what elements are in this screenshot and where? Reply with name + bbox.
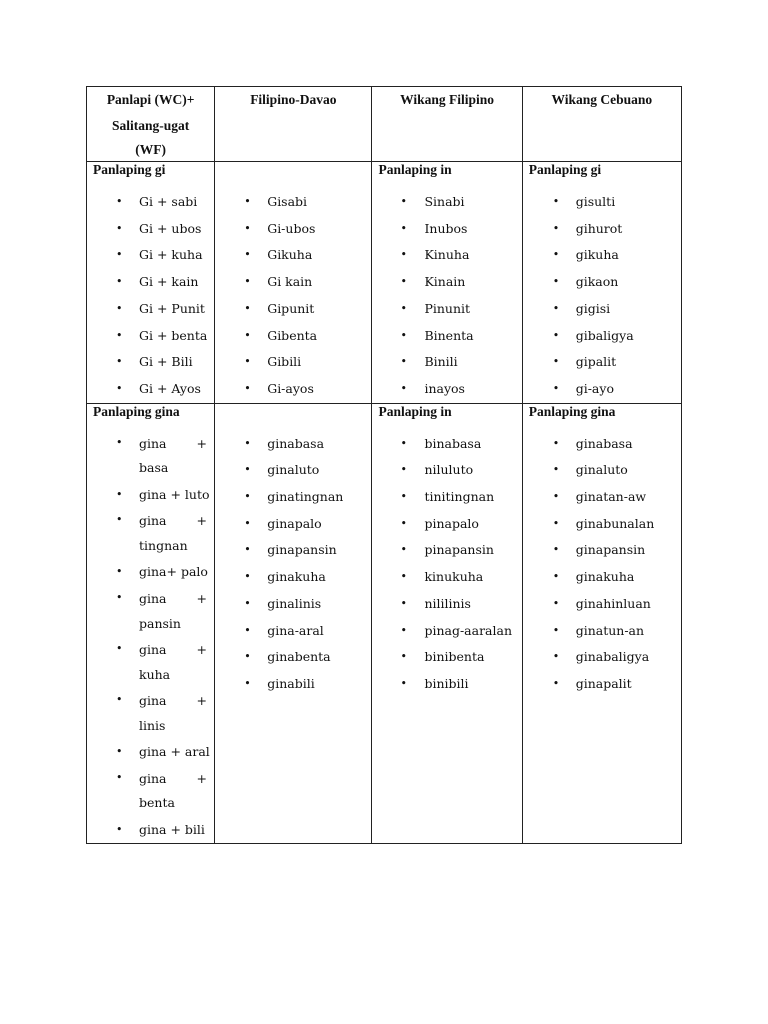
gina-cell-col2: [215, 403, 372, 844]
bullet-icon: •: [244, 221, 251, 235]
list-item-plus: +: [196, 642, 207, 658]
list-item-root: tingnan: [139, 537, 188, 553]
list-item: [372, 484, 521, 511]
gina-list-col3: [372, 431, 521, 698]
bullet-icon: •: [400, 248, 407, 262]
list-item: [87, 817, 214, 844]
list-item-text: ginaluto: [267, 462, 320, 478]
bullet-icon: •: [116, 275, 123, 289]
list-item: [523, 431, 681, 458]
list-item-text: ginakuha: [575, 569, 635, 585]
list-item: [372, 537, 521, 564]
header-cell-wikang-cebuano: Wikang Cebuano: [522, 87, 681, 162]
bullet-icon: •: [552, 275, 560, 289]
list-item-text: niluluto: [424, 462, 474, 478]
list-item-text: nililinis: [424, 595, 471, 611]
gina-cell-col3: [372, 403, 522, 844]
list-item-root: pansin: [139, 615, 181, 631]
list-item: [372, 296, 521, 323]
list-item: [215, 431, 371, 458]
list-item-text: gi-ayo: [575, 380, 614, 396]
list-item: [87, 323, 214, 350]
gina-list-col1: [87, 431, 214, 844]
list-item-root: kuha: [139, 666, 171, 682]
list-item-text: gipalit: [575, 354, 617, 370]
bullet-icon: •: [400, 490, 407, 504]
bullet-icon: •: [552, 301, 560, 315]
bullet-icon: •: [400, 623, 407, 637]
header-line-3: (WF): [135, 142, 166, 157]
gina-list-col4: [523, 431, 681, 698]
bullet-icon: •: [400, 570, 407, 584]
list-item-prefix: gina: [139, 591, 167, 607]
section-label: Panlaping gi: [528, 162, 602, 177]
list-item: [372, 376, 521, 403]
list-item-text: binibenta: [424, 649, 485, 665]
list-item-text: ginabasa: [267, 435, 325, 451]
list-item-text: ginabaligya: [575, 649, 650, 665]
list-item: [87, 739, 214, 766]
list-item: [87, 242, 214, 269]
list-item-text: ginatingnan: [267, 489, 344, 505]
list-item: [215, 457, 371, 484]
list-item-text: Kinain: [424, 274, 466, 290]
bullet-icon: •: [400, 301, 407, 315]
bullet-icon: •: [116, 221, 123, 235]
list-item-text: Gi kain: [267, 274, 313, 290]
list-item: [215, 216, 371, 243]
list-item-text: Gi + benta: [139, 327, 208, 343]
list-item: [372, 644, 521, 671]
list-item: [215, 591, 371, 618]
list-item: [87, 189, 214, 216]
list-item-prefix: gina: [139, 770, 167, 786]
list-item: [215, 644, 371, 671]
bullet-icon: •: [116, 770, 123, 784]
list-item: [523, 511, 681, 538]
list-item: [215, 242, 371, 269]
bullet-icon: •: [116, 693, 123, 707]
list-item-text: Gi-ayos: [267, 380, 314, 396]
list-item: [523, 591, 681, 618]
list-item-text: kinukuha: [424, 569, 484, 585]
list-item-text: gibaligya: [575, 327, 634, 343]
list-item-text: Gi + kain: [139, 274, 199, 290]
bullet-icon: •: [552, 328, 560, 342]
gina-cell-col1: [87, 403, 215, 844]
list-item: [372, 242, 521, 269]
list-item-root: linis: [139, 717, 166, 733]
list-item: [372, 511, 521, 538]
list-item-text: binibili: [424, 675, 469, 691]
list-item: [523, 242, 681, 269]
list-item: [87, 508, 214, 559]
bullet-icon: •: [552, 623, 560, 637]
list-item-text: ginalinis: [267, 595, 322, 611]
list-item: [215, 537, 371, 564]
bullet-icon: •: [400, 596, 407, 610]
list-item: [523, 376, 681, 403]
list-item-prefix: gina: [139, 513, 167, 529]
list-item-text: ginapalit: [575, 675, 632, 691]
header-line-2: Salitang-ugat: [111, 118, 190, 133]
bullet-icon: •: [244, 543, 251, 557]
list-item: [523, 323, 681, 350]
list-item-text: pinag-aaralan: [424, 622, 513, 638]
list-item: [87, 766, 214, 817]
list-item-text: Gi + Punit: [139, 300, 205, 316]
list-item-text: gina + bili: [139, 821, 205, 837]
bullet-icon: •: [400, 381, 407, 395]
bullet-icon: •: [400, 221, 407, 235]
bullet-icon: •: [116, 822, 123, 836]
list-item-text: gina-aral: [267, 622, 324, 638]
gi-cell-col2: [215, 162, 372, 404]
section-label: Panlaping in: [378, 162, 452, 177]
bullet-icon: •: [552, 463, 560, 477]
gi-list-col4: [523, 189, 681, 403]
bullet-icon: •: [400, 676, 407, 690]
list-item-text: Kinuha: [424, 247, 470, 263]
list-item: [87, 482, 214, 509]
list-item-text: Gi-ubos: [267, 220, 316, 236]
bullet-icon: •: [244, 195, 251, 208]
bullet-icon: •: [244, 328, 251, 342]
bullet-icon: •: [244, 463, 251, 477]
bullet-icon: •: [116, 513, 123, 527]
bullet-icon: •: [244, 490, 251, 504]
bullet-icon: •: [116, 195, 123, 208]
bullet-icon: •: [244, 355, 251, 369]
list-item: [215, 349, 371, 376]
list-item-text: Gibili: [267, 354, 302, 370]
bullet-icon: •: [244, 248, 251, 262]
list-item: [372, 269, 521, 296]
list-item-text: ginabenta: [267, 649, 331, 665]
list-item: [87, 559, 214, 586]
list-item-text: Inubos: [424, 220, 468, 236]
bullet-icon: •: [400, 543, 407, 557]
list-item-text: gina + luto: [139, 486, 210, 502]
list-item: [215, 484, 371, 511]
list-item: [87, 269, 214, 296]
bullet-icon: •: [244, 596, 251, 610]
list-item-text: ginabili: [267, 675, 315, 691]
list-item-text: ginaluto: [575, 462, 628, 478]
bullet-icon: •: [400, 650, 407, 664]
list-item-text: tinitingnan: [424, 489, 495, 505]
header-cell-filipino-davao: Filipino-Davao: [215, 87, 372, 162]
list-item-text: gigisi: [575, 300, 611, 316]
bullet-icon: •: [244, 516, 251, 530]
bullet-icon: •: [552, 381, 560, 395]
bullet-icon: •: [116, 355, 123, 369]
gina-cell-col4: [522, 403, 681, 844]
list-item-text: ginabasa: [575, 435, 633, 451]
list-item: [372, 349, 521, 376]
bullet-icon: •: [116, 745, 123, 759]
list-item: [523, 618, 681, 645]
list-item: [215, 323, 371, 350]
bullet-icon: •: [552, 676, 560, 690]
gi-list-col1: [87, 189, 214, 403]
bullet-icon: •: [116, 642, 123, 656]
list-item-text: Gibenta: [267, 327, 318, 343]
list-item: [523, 296, 681, 323]
list-item-prefix: gina: [139, 693, 167, 709]
bullet-icon: •: [244, 650, 251, 664]
list-item-text: Gisabi: [267, 194, 308, 209]
list-item-text: ginapansin: [575, 542, 646, 558]
bullet-icon: •: [400, 355, 407, 369]
bullet-icon: •: [244, 623, 251, 637]
list-item: [523, 484, 681, 511]
list-item: [523, 457, 681, 484]
list-item-text: gikuha: [575, 247, 619, 263]
list-item-root: benta: [139, 795, 175, 811]
bullet-icon: •: [244, 381, 251, 395]
list-item-text: Binenta: [424, 327, 474, 343]
comparison-table: [86, 86, 682, 844]
list-item: [215, 671, 371, 698]
list-item: [215, 511, 371, 538]
list-item: [215, 376, 371, 403]
bullet-icon: •: [552, 650, 560, 664]
list-item-text: ginahinluan: [575, 595, 651, 611]
gi-list-col2: [215, 189, 371, 403]
list-item-text: gina+ palo: [139, 564, 208, 580]
table-header-row: [87, 87, 682, 162]
bullet-icon: •: [400, 195, 407, 208]
section-label: Panlaping gi: [93, 162, 166, 177]
list-item-text: Pinunit: [424, 300, 471, 316]
list-item-plus: +: [196, 513, 207, 529]
bullet-icon: •: [552, 570, 560, 584]
list-item: [215, 618, 371, 645]
bullet-icon: •: [116, 565, 123, 579]
bullet-icon: •: [552, 248, 560, 262]
bullet-icon: •: [116, 248, 123, 262]
list-item: [523, 349, 681, 376]
table-row-gina: [87, 403, 682, 844]
list-item: [215, 269, 371, 296]
list-item: [372, 618, 521, 645]
list-item: [87, 688, 214, 739]
bullet-icon: •: [244, 301, 251, 315]
list-item-root: basa: [139, 460, 169, 476]
list-item: [523, 537, 681, 564]
list-item: [87, 376, 214, 403]
list-item-text: Sinabi: [424, 194, 465, 209]
list-item-text: inayos: [424, 380, 465, 396]
list-item: [87, 637, 214, 688]
list-item-text: gikaon: [575, 274, 619, 290]
gi-cell-col3: [372, 162, 522, 404]
bullet-icon: •: [244, 436, 251, 450]
list-item: [523, 564, 681, 591]
bullet-icon: •: [244, 570, 251, 584]
gi-list-col3: [372, 189, 521, 403]
list-item-text: ginakuha: [267, 569, 326, 585]
list-item-text: pinapalo: [424, 515, 479, 531]
bullet-icon: •: [244, 275, 251, 289]
list-item: [215, 564, 371, 591]
gina-list-col2: [215, 431, 371, 698]
list-item-text: Gi + Bili: [139, 354, 193, 370]
gi-cell-col1: [87, 162, 215, 404]
list-item: [523, 216, 681, 243]
list-item-plus: +: [196, 435, 207, 451]
list-item-text: gihurot: [575, 220, 623, 236]
list-item-text: gina + aral: [139, 744, 210, 760]
list-item: [523, 644, 681, 671]
gi-cell-col4: [522, 162, 681, 404]
list-item: [215, 296, 371, 323]
header-line-1: Panlapi (WC)+: [106, 92, 195, 107]
list-item-text: gisulti: [575, 194, 616, 209]
list-item-text: Binili: [424, 354, 458, 370]
header-cell-wikang-filipino: Wikang Filipino: [372, 87, 522, 162]
bullet-icon: •: [116, 435, 123, 449]
list-item-text: ginatan-aw: [575, 489, 647, 505]
section-label: Panlaping in: [378, 403, 452, 419]
list-item-text: Gikuha: [267, 247, 313, 263]
list-item-plus: +: [196, 770, 207, 786]
bullet-icon: •: [400, 516, 407, 530]
list-item: [372, 564, 521, 591]
bullet-icon: •: [552, 516, 560, 530]
bullet-icon: •: [116, 487, 123, 501]
bullet-icon: •: [552, 596, 560, 610]
bullet-icon: •: [116, 328, 123, 342]
list-item-text: ginapansin: [267, 542, 337, 558]
list-item: [523, 671, 681, 698]
list-item: [87, 586, 214, 637]
list-item: [523, 189, 681, 216]
list-item: [523, 269, 681, 296]
bullet-icon: •: [552, 436, 560, 450]
list-item: [87, 431, 214, 482]
list-item: [372, 457, 521, 484]
bullet-icon: •: [552, 355, 560, 369]
list-item: [87, 349, 214, 376]
bullet-icon: •: [400, 436, 407, 450]
bullet-icon: •: [400, 275, 407, 289]
bullet-icon: •: [400, 328, 407, 342]
list-item-text: Gi + Ayos: [139, 380, 201, 396]
bullet-icon: •: [552, 221, 560, 235]
list-item-prefix: gina: [139, 642, 167, 658]
header-cell-panlapi: [87, 87, 215, 162]
list-item: [87, 296, 214, 323]
list-item-text: pinapansin: [424, 542, 494, 558]
list-item-text: Gi + sabi: [139, 194, 198, 209]
list-item: [87, 216, 214, 243]
table-row-gi: [87, 162, 682, 404]
list-item-plus: +: [196, 591, 207, 607]
bullet-icon: •: [552, 490, 560, 504]
list-item: [372, 216, 521, 243]
bullet-icon: •: [116, 381, 123, 395]
list-item: [372, 189, 521, 216]
bullet-icon: •: [400, 463, 407, 477]
section-label: Panlaping gina: [93, 403, 180, 419]
list-item-text: Gi + kuha: [139, 247, 203, 263]
list-item-text: ginapalo: [267, 515, 322, 531]
list-item: [372, 591, 521, 618]
section-label: Panlaping gina: [528, 403, 616, 419]
list-item-text: Gi + ubos: [139, 220, 202, 236]
bullet-icon: •: [552, 543, 560, 557]
bullet-icon: •: [116, 591, 123, 605]
list-item-prefix: gina: [139, 435, 167, 451]
bullet-icon: •: [244, 676, 251, 690]
list-item: [372, 431, 521, 458]
list-item-text: ginabunalan: [575, 515, 655, 531]
list-item-text: ginatun-an: [575, 622, 645, 638]
list-item: [215, 189, 371, 216]
list-item-text: binabasa: [424, 435, 482, 451]
bullet-icon: •: [552, 195, 560, 208]
list-item-text: Gipunit: [267, 300, 315, 316]
list-item-plus: +: [196, 693, 207, 709]
list-item: [372, 671, 521, 698]
bullet-icon: •: [116, 301, 123, 315]
list-item: [372, 323, 521, 350]
